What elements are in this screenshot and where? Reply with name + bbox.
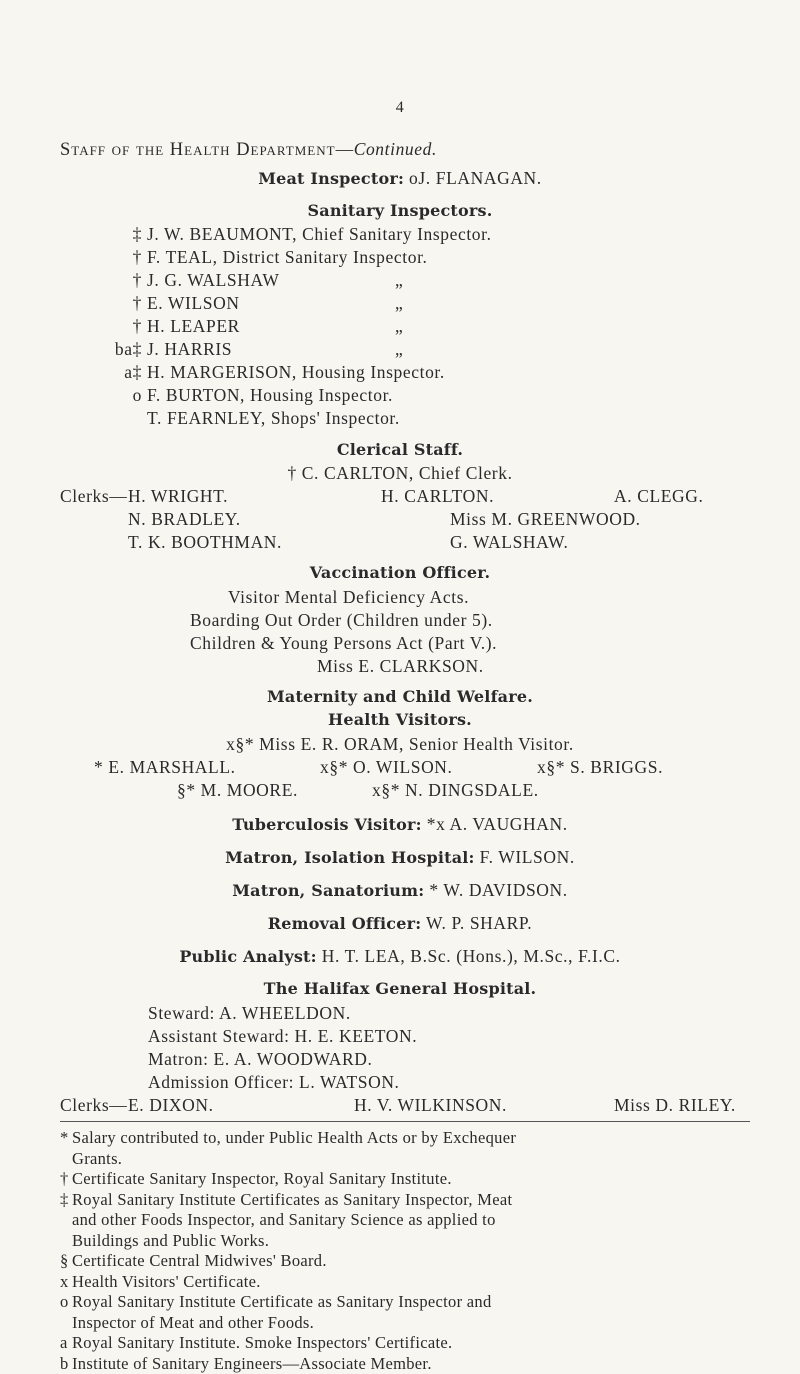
tuberculosis-visitor: [0, 813, 800, 836]
officer-title: Removal Officer:: [268, 914, 422, 933]
footnote: [60, 1354, 752, 1374]
footnote-mark: b: [60, 1354, 72, 1374]
clerks-label: Clerks—: [60, 485, 127, 507]
inspector-name: F. TEAL, District Sanitary Inspector.: [147, 246, 428, 268]
maternity-heading: Maternity and Child Welfare.: [0, 686, 800, 708]
hospital-heading: The Halifax General Hospital.: [0, 978, 800, 1000]
removal-officer: [0, 912, 800, 935]
qualification-mark: ‡: [42, 223, 142, 245]
officer-title: Matron, Isolation Hospital:: [225, 848, 475, 867]
health-visitor: * E. MARSHALL.: [94, 756, 236, 778]
sanitary-inspectors-heading: Sanitary Inspectors.: [0, 200, 800, 222]
vaccination-officer-heading: Vaccination Officer.: [0, 562, 800, 584]
footnote: [60, 1272, 752, 1293]
page-heading: [60, 138, 437, 161]
footnote-text: Buildings and Public Works.: [60, 1231, 752, 1252]
footnote: [60, 1292, 752, 1333]
health-visitor: §* M. MOORE.: [177, 779, 298, 801]
footnote-text: Grants.: [60, 1149, 752, 1170]
ditto-mark: „: [395, 269, 403, 291]
footnote-text: Certificate Central Midwives' Board.: [72, 1251, 327, 1270]
officer-title: Matron, Sanatorium:: [232, 881, 424, 900]
clerk-name: T. K. BOOTHMAN.: [128, 531, 282, 553]
sanatorium-matron: [0, 879, 800, 902]
inspector-name: H. LEAPER: [147, 315, 240, 337]
footnote-mark: a: [60, 1333, 72, 1354]
footnote: [60, 1169, 752, 1190]
qualification-mark: †: [42, 269, 142, 291]
footnote-text: Royal Sanitary Institute Certificate as Sanitary Inspector and: [72, 1292, 492, 1311]
senior-health-visitor: x§* Miss E. R. ORAM, Senior Health Visitor.: [0, 733, 800, 755]
clerk-name: H. CARLTON.: [381, 485, 494, 507]
clerk-name: N. BRADLEY.: [128, 508, 241, 530]
heading-separator: —: [336, 139, 354, 159]
footnote-text: Health Visitors' Certificate.: [72, 1272, 261, 1291]
footnote-text: Royal Sanitary Institute. Smoke Inspectors' Certificate.: [72, 1333, 452, 1352]
vaccination-duty: Visitor Mental Deficiency Acts.: [228, 586, 469, 608]
hospital-staff: Admission Officer: L. WATSON.: [148, 1071, 400, 1093]
footnote: [60, 1190, 752, 1252]
footnote-mark: †: [60, 1169, 72, 1190]
clerk-name: H. WRIGHT.: [128, 485, 228, 507]
ditto-mark: „: [395, 292, 403, 314]
officer-name: *x A. VAUGHAN.: [422, 814, 568, 834]
qualification-mark: a‡: [42, 361, 142, 383]
clerk-name: Miss M. GREENWOOD.: [450, 508, 641, 530]
vaccination-duty: Boarding Out Order (Children under 5).: [190, 609, 493, 631]
officer-title: Tuberculosis Visitor:: [232, 815, 422, 834]
inspector-name: F. BURTON, Housing Inspector.: [147, 384, 393, 406]
qualification-mark: o: [42, 384, 142, 406]
inspector-name: J. G. WALSHAW: [147, 269, 279, 291]
chief-clerk: † C. CARLTON, Chief Clerk.: [0, 462, 800, 484]
hospital-staff: Steward: A. WHEELDON.: [148, 1002, 351, 1024]
footnote-mark: §: [60, 1251, 72, 1272]
qualification-mark: †: [42, 292, 142, 314]
clerk-name: A. CLEGG.: [614, 485, 704, 507]
footnote-text: Salary contributed to, under Public Health Acts or by Exchequer: [72, 1128, 516, 1147]
footnote-mark: o: [60, 1292, 72, 1313]
hospital-clerk: H. V. WILKINSON.: [354, 1094, 507, 1116]
clerk-name: G. WALSHAW.: [450, 531, 568, 553]
qualification-mark: ba‡: [42, 338, 142, 360]
officer-name: H. T. LEA, B.Sc. (Hons.), M.Sc., F.I.C.: [317, 946, 621, 966]
footnote-text: Institute of Sanitary Engineers—Associate Member.: [72, 1354, 432, 1373]
footnote: [60, 1333, 752, 1354]
health-visitors-heading: Health Visitors.: [0, 709, 800, 731]
hospital-staff: Assistant Steward: H. E. KEETON.: [148, 1025, 417, 1047]
footnote-text: Royal Sanitary Institute Certificates as Sanitary Inspector, Meat: [72, 1190, 512, 1209]
officer-title: Public Analyst:: [179, 947, 316, 966]
hospital-clerk: Miss D. RILEY.: [614, 1094, 736, 1116]
health-visitor: x§* S. BRIGGS.: [537, 756, 663, 778]
officer-name: F. WILSON.: [475, 847, 575, 867]
ditto-mark: „: [395, 338, 403, 360]
inspector-name: T. FEARNLEY, Shops' Inspector.: [147, 407, 400, 429]
inspector-name: J. W. BEAUMONT, Chief Sanitary Inspector.: [147, 223, 492, 245]
footnotes: [60, 1128, 752, 1374]
inspector-name: H. MARGERISON, Housing Inspector.: [147, 361, 445, 383]
hospital-clerk: E. DIXON.: [128, 1094, 214, 1116]
footnote: [60, 1251, 752, 1272]
page-number: 4: [0, 97, 800, 119]
inspector-name: E. WILSON: [147, 292, 240, 314]
footnote-text: Inspector of Meat and other Foods.: [60, 1313, 752, 1334]
ditto-mark: „: [395, 315, 403, 337]
heading-continued: Continued.: [354, 139, 437, 159]
officer-name: W. P. SHARP.: [421, 913, 532, 933]
meat-inspector-line: [0, 167, 800, 190]
health-visitor: x§* N. DINGSDALE.: [372, 779, 539, 801]
footnote-mark: ‡: [60, 1190, 72, 1211]
footnote-text: Certificate Sanitary Inspector, Royal Sanitary Institute.: [72, 1169, 452, 1188]
meat-inspector-name: oJ. FLANAGAN.: [404, 168, 542, 188]
hospital-staff: Matron: E. A. WOODWARD.: [148, 1048, 372, 1070]
health-visitor: x§* O. WILSON.: [320, 756, 453, 778]
vaccination-officer-name: Miss E. CLARKSON.: [317, 655, 484, 677]
qualification-mark: †: [42, 246, 142, 268]
footnote-text: and other Foods Inspector, and Sanitary Science as applied to: [60, 1210, 752, 1231]
footnote-divider: [60, 1121, 750, 1122]
qualification-mark: †: [42, 315, 142, 337]
officer-name: * W. DAVIDSON.: [424, 880, 567, 900]
footnote-mark: x: [60, 1272, 72, 1293]
inspector-name: J. HARRIS: [147, 338, 232, 360]
isolation-hospital-matron: [0, 846, 800, 869]
vaccination-duty: Children & Young Persons Act (Part V.).: [190, 632, 497, 654]
public-analyst: [0, 945, 800, 968]
meat-inspector-label: Meat Inspector:: [258, 169, 404, 188]
footnote-mark: *: [60, 1128, 72, 1149]
heading-main: Staff of the Health Department: [60, 140, 336, 160]
footnote: [60, 1128, 752, 1169]
clerical-staff-heading: Clerical Staff.: [0, 439, 800, 461]
clerks-label: Clerks—: [60, 1094, 127, 1116]
